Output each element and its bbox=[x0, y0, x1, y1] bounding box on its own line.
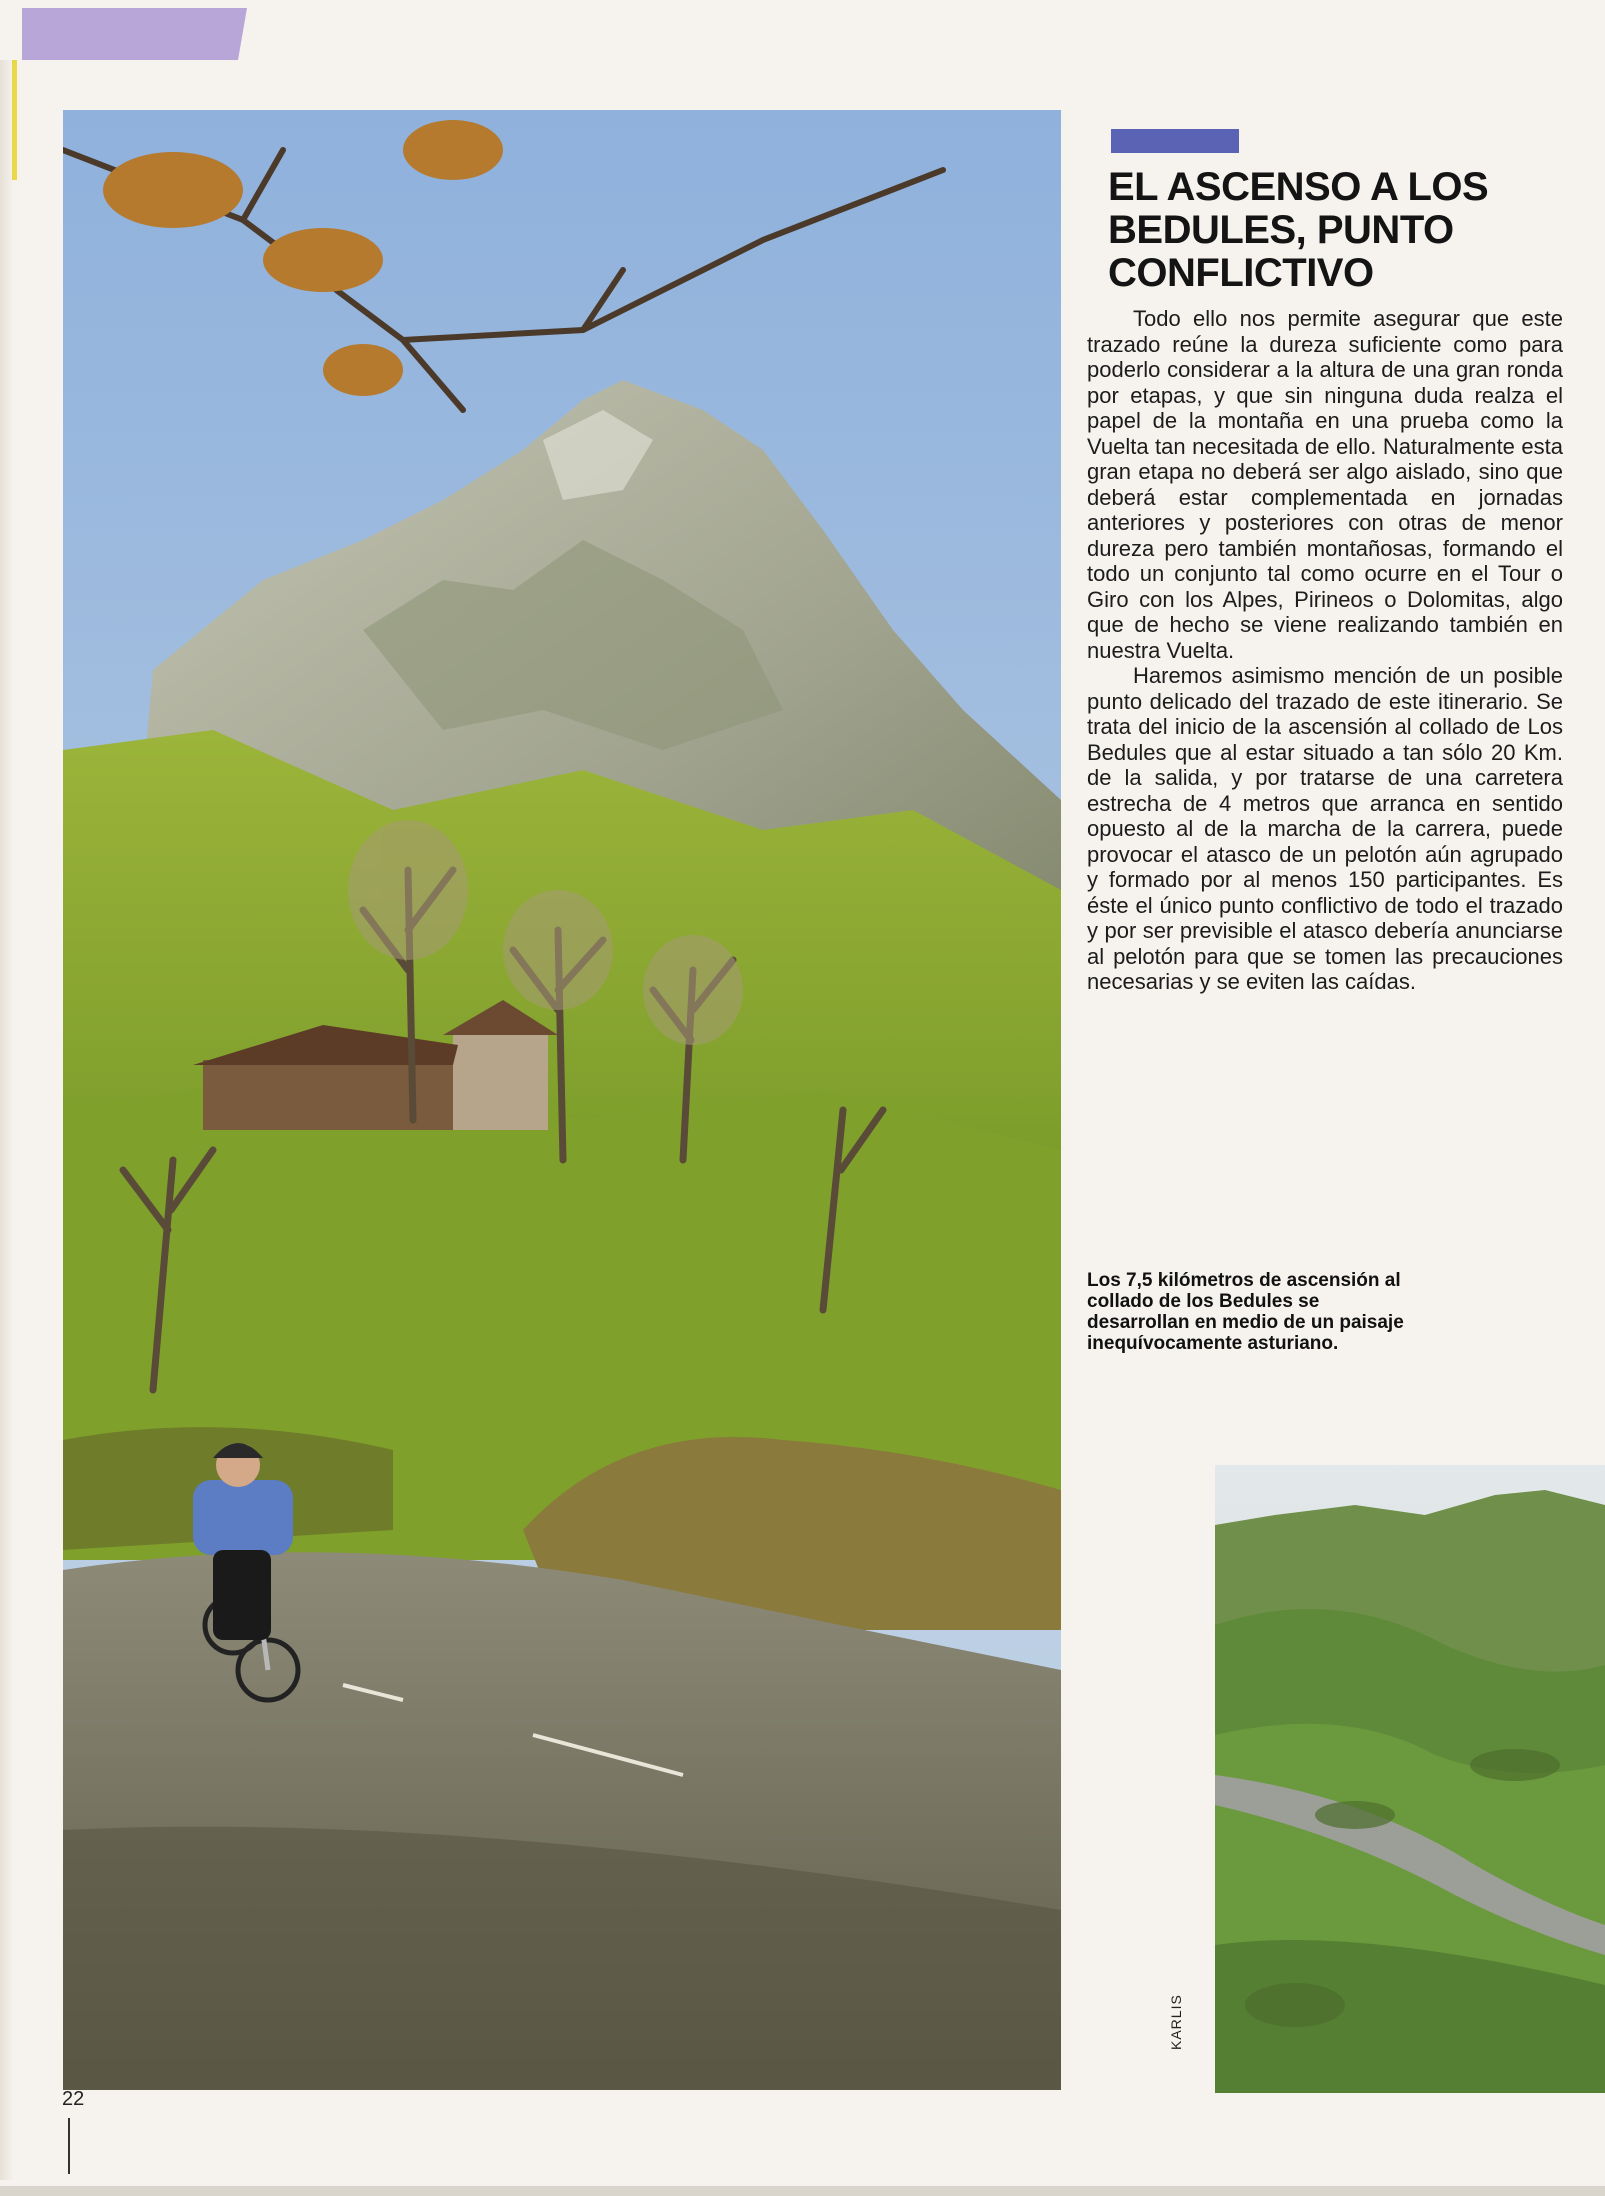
headline-accent-bar bbox=[1111, 129, 1239, 153]
margin-rule bbox=[68, 2118, 70, 2174]
secondary-photo-illustration bbox=[1215, 1465, 1605, 2093]
photo-caption: Los 7,5 kilómetros de ascensión al collado de los Bedules se desarrollan en medio de un paisaje inequívocamente asturiano. bbox=[1087, 1270, 1404, 1354]
article-headline bbox=[1108, 166, 1528, 295]
headline-line: CONFLICTIVO bbox=[1108, 251, 1374, 295]
main-photo-cyclist-mountain bbox=[63, 110, 1061, 2090]
page-edge-shadow bbox=[0, 60, 14, 2180]
main-photo-illustration bbox=[63, 110, 1061, 2090]
headline-line: BEDULES, PUNTO bbox=[1108, 208, 1454, 252]
edge-color-strip bbox=[12, 60, 17, 180]
photo-credit: KARLIS bbox=[1168, 1994, 1184, 2050]
article-body bbox=[1087, 306, 1563, 995]
body-paragraph: Haremos asimismo mención de un posible punto delicado del trazado de este itinerario. Se trata del inicio de la ascensión al collado de Los Bedules que al estar situado a tan sólo 20 Km. de la salida, y por tratarse de una carretera estrecha de 4 metros que arranca en sentido opuesto al de la marcha de la carrera, puede provocar el atasco de un pelotón aún agrupado y formado por al menos 150 participantes. Es éste el único punto conflictivo de todo el trazado y por ser previsible el atasco debería anunciarse al pelotón para que se tomen las precauciones necesarias y se eviten las caídas. bbox=[1087, 663, 1563, 994]
body-paragraph: Todo ello nos permite asegurar que este trazado reúne la dureza suficiente como para poderlo considerar a la altura de una gran ronda por etapas, y que sin ninguna duda realza el papel de la montaña en una prueba como la Vuelta tan necesitada de ello. Naturalmente esta gran etapa no deberá ser algo aislado, sino que deberá estar complementada en jornadas anteriores y posteriores con otras de menor dureza pero también montañosas, formando el todo un conjunto tal como ocurre en el Tour o Giro con los Alpes, Pirineos o Dolomitas, algo que de hecho se viene realizando también en nuestra Vuelta. bbox=[1087, 306, 1563, 663]
secondary-photo-valley-road bbox=[1215, 1465, 1605, 2093]
page-bottom-edge bbox=[0, 2186, 1605, 2196]
headline-line: EL ASCENSO A LOS bbox=[1108, 165, 1489, 209]
section-tab bbox=[22, 8, 247, 60]
page-number: 22 bbox=[62, 2088, 85, 2110]
